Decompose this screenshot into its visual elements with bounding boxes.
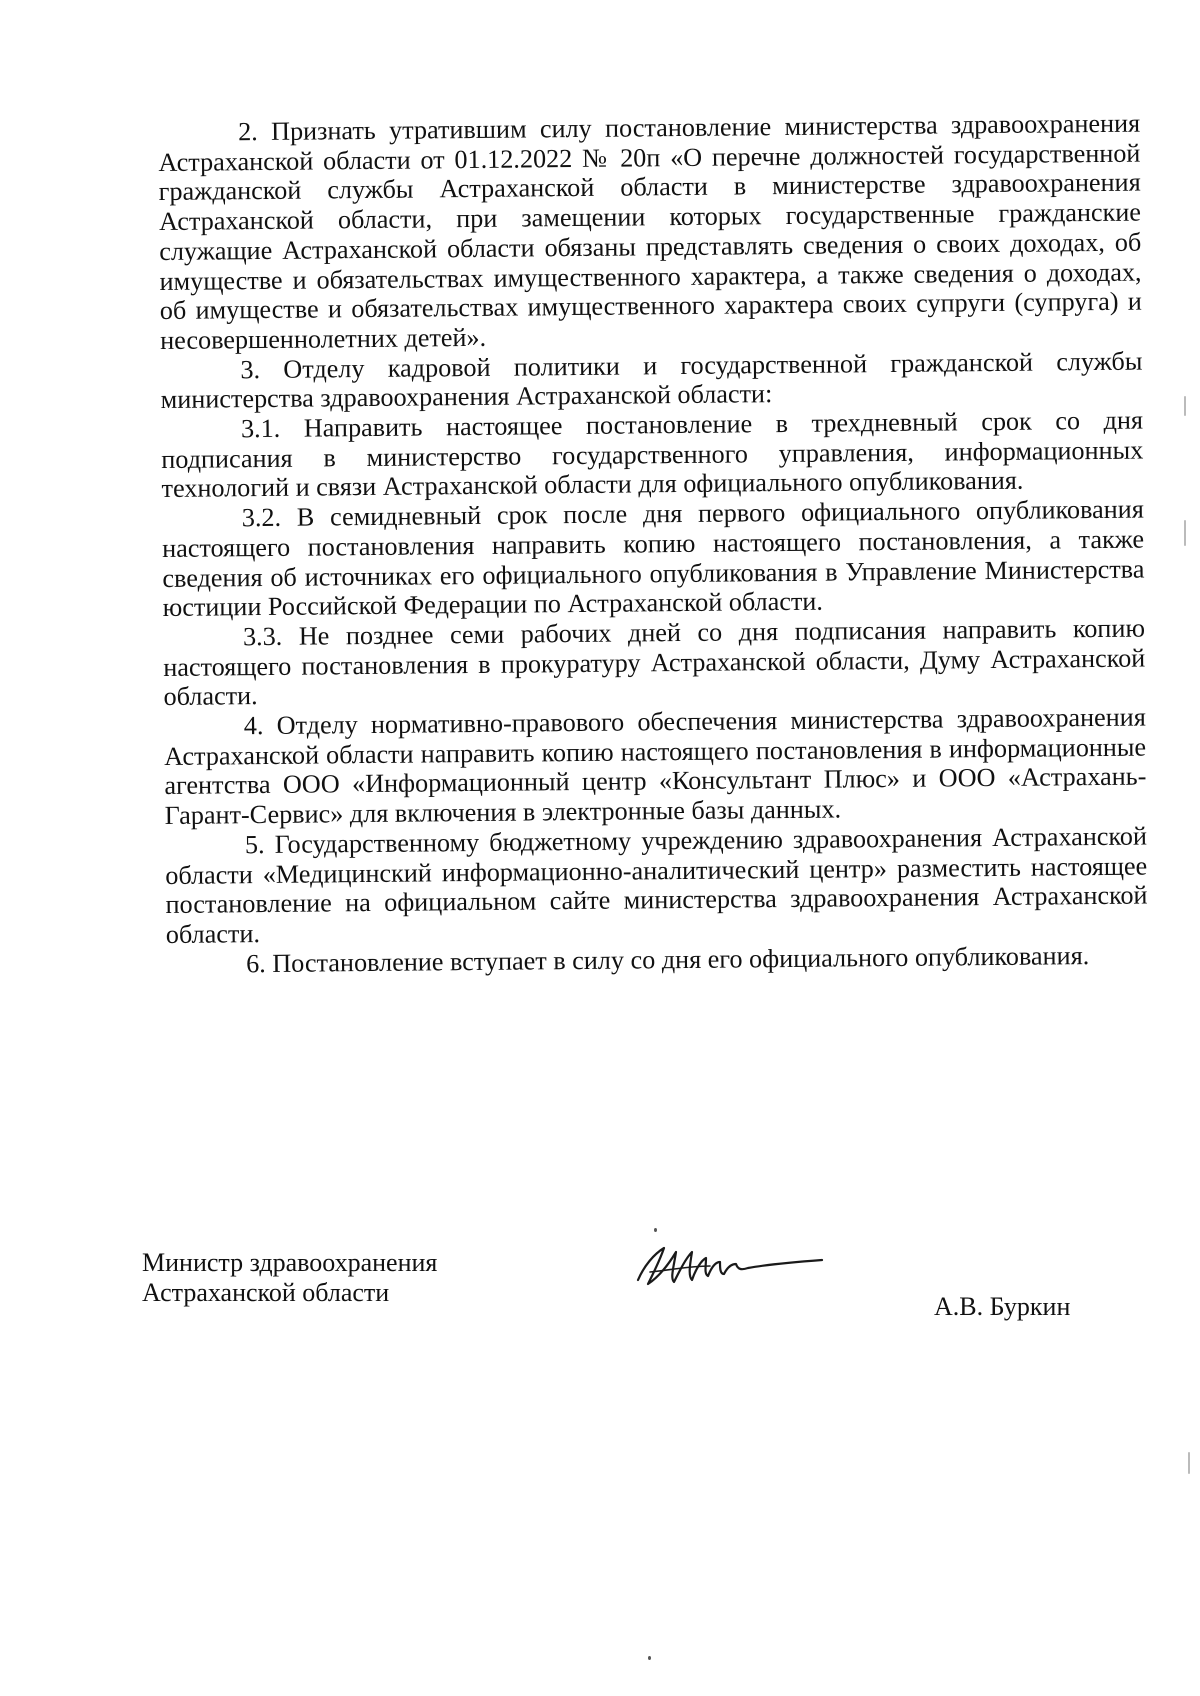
paragraph-6: 6. Постановление вступает в силу со дня его официального опубликования.: [245, 940, 1090, 978]
scan-speck: [1188, 1452, 1190, 1474]
scan-speck: [654, 1228, 657, 1232]
scan-speck: [1184, 520, 1186, 546]
paragraph-3-1: 3.1. Направить настоящее постановление в трехдневный срок со дня подписания в министерство государственного управления, информационных технологий и связи Астраханской области для официального опубликования.: [161, 405, 1144, 504]
scan-speck: [648, 1656, 651, 1660]
paragraph-3: 3. Отделу кадровой политики и государственной гражданской службы министерства здравоохранения Астраханской области:: [160, 346, 1143, 415]
paragraph-5: 5. Государственному бюджетному учреждению здравоохранения Астраханской области «Медицинский информационно-аналитический центр» разместить настоящее постановление на официальном сайте министерства здравоохранения Астраханской области.: [165, 821, 1148, 949]
paragraph-4: 4. Отделу нормативно-правового обеспечения министерства здравоохранения Астраханской области направить копию настоящего постановления в информационные агентства ООО «Информационный центр «Консультант Плюс» и ООО «Астрахань-Гарант-Сервис» для включения в электронные базы данных.: [163, 702, 1147, 831]
signatory-name: А.В. Буркин: [934, 1292, 1071, 1321]
scan-speck: [1184, 396, 1186, 416]
paragraph-3-2: 3.2. В семидневный срок после дня первого официального опубликования настоящего постановления направить копию настоящего постановления, а также сведения об источниках его официального опубликования в Управление Министерства юстиции Российской Федерации по Астраханской области.: [161, 494, 1145, 623]
handwritten-signature: [630, 1236, 830, 1296]
signature-block: [142, 1248, 1102, 1338]
paragraph-2: 2. Признать утратившим силу постановление министерства здравоохранения Астраханской области от 01.12.2022 № 20п «О перечне должностей государственной гражданской службы Астраханской области в министерстве здравоохранения Астраханской области, при замещении которых государственные гражданские служащие Астраханской области обязаны представлять сведения о своих доходах, об имуществе и обязательствах имущественного характера, а также сведения о доходах, об имуществе и обязательствах имущественного характера своих супруги (супруга) и несовершеннолетних детей».: [158, 108, 1142, 355]
signatory-title: Министр здравоохранения Астраханской области: [142, 1248, 438, 1307]
paragraph-3-3: 3.3. Не позднее семи рабочих дней со дня подписания направить копию настоящего постановления в прокуратуру Астраханской области, Думу Астраханской области.: [163, 613, 1146, 712]
document-body: [158, 109, 1148, 980]
